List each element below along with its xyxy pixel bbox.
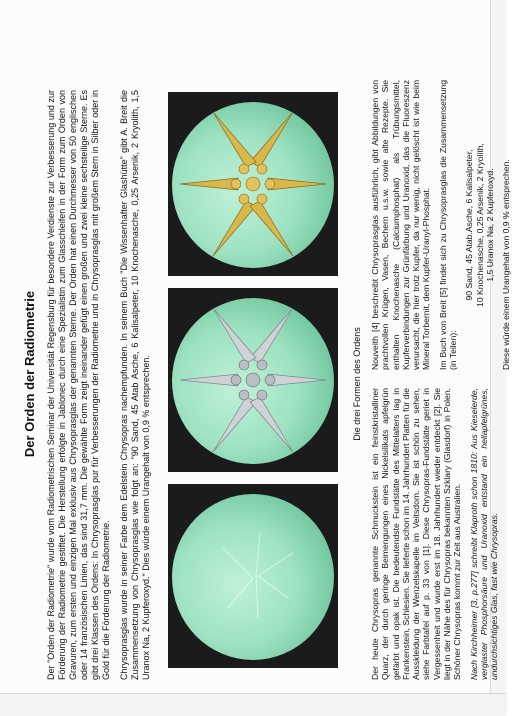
body-columns <box>370 68 512 680</box>
silver-star <box>168 288 338 472</box>
plain-star-engraving <box>168 484 338 668</box>
order-photos <box>168 78 348 668</box>
body-paragraph: Im Buch von Breit [5] findet sich zu Chrysoprasglas die Zusammensetzung (in Teilen): <box>437 80 459 370</box>
intro-paragraph: Chrysoprasglas wurde in seiner Farbe dem Edelstein Chrysopras nachempfunden. In seinem Buch "Die Wissenhafter Glashütte" gibt A. Breit die Zusammensetzung von Chrysoprasglas wie folgt an: "90 Sand, 45 Atab Asche, 6 Kalisalpeter, 10 Knochenasche, 0,25 Arsenik, 2 Kryolith, 1,5 Uranox Na, 2 Kupferoxyd." Dies würde einem Urangehalt von 0,9 % entsprechen. <box>119 90 151 680</box>
quote-paragraph: Nach Kirchheimer [3, p.277] schreibt Klaproth schon 1810: Aus Kieselerde, verglaster Phosphorsäure und Uranoxid entstand ein hellapfelgrünes, undurchsichtiges Glas, fast wie Chrysopras. <box>468 388 500 680</box>
gold-star <box>168 92 338 276</box>
recipe-block <box>464 80 495 370</box>
scan-bottom-edge <box>0 693 506 716</box>
document-title: Der Orden der Radiometrie <box>22 290 37 458</box>
photo-silver-order <box>168 288 338 472</box>
recipe-line: 1,5 Uranox Na, 2 Kupferoxyd. <box>484 168 495 282</box>
rotated-document <box>18 68 512 680</box>
left-column <box>370 388 506 680</box>
body-paragraph: Diese würde einem Urangehalt von 0,9 % entsprechen. <box>501 159 512 370</box>
recipe-line: 10 Knochenasche, 0,25 Arsenik, 2 Kryolith, <box>474 143 485 307</box>
photo-gold-order <box>168 92 338 276</box>
right-column <box>370 80 518 370</box>
photo-plain-order <box>168 484 338 668</box>
recipe-line: 90 Sand, 45 Atab.Asche, 6 Kalisalpeter, <box>464 149 475 301</box>
intro-paragraph: Der "Orden der Radiometrie" wurde vom Radiometrischen Seminar der Universität Regensburg für besondere Verdienste zur Verbesserung und zur Förderung der Radiometrie gestiftet. Die Herstellung erfolgte in Jablonec durch eine Spezialistin zum Glasschleifen in der Form zum Orden von Gravuren, zum ersten und einzigen Mal exklusiv aus Chrysoprasglas der genannten Sterne. Der Orden hat einen Durchmesser von 50 englischen oder 14 französischen Linien, das sind 31,7 mm. Die gewählte Form zeigt ineinander gefügt einen großen und zwei kleine sechsteilige Sterne. Es gibt drei Klassen des Ordens: In Chrysoprasglas pur für Verbesserungen der Radiometrie und in Chrysoprasglas mit großem Stern in Silber oder in Gold für die Förderung der Radiometrie. <box>46 90 111 680</box>
intro-text <box>46 90 156 680</box>
body-paragraph: Der heute Chrysopras genannte Schmuckstein ist ein feinstkristalliner Quarz, der durch geringe Beimengungen eines Nickelsilikats apfelgrün gefärbt und opak ist. Die bedeutendste Fundstätte des Mittelalters lag in Frankenstein, Schlesien. Sie lieferte schon im 14. Jahrhundert Platten für die Ausskleidung der Wenzelskapelle im Veitsdom. Sie ist schön zu sehen, siehe Farbtafel auf p. 33 von [1]. Diese Chrysopras-Fundstätte geriet in Vergessenheit und wurde erst im 18. Jahrhundert wieder entdeckt [2]. Sie liegt in der Nähe des für Chrysopras bekannten Szklary (Glasdorf) in Polen. Schöner Chrysopras kommt zur Zeit aus Australien. <box>370 388 463 680</box>
figure-caption: Die drei Formen des Ordens <box>352 327 362 441</box>
body-paragraph: Nouveith [4] beschreibt Chrysoprasglas ausführlich, gibt Abbildungen von prachtvollen Krügen, Vasen, Bechern u.s.w. sowie alte Rezepte. Sie enthalten Knochenasche (Calciumphosphat) als Trübungsmittel, Kupferverbindungen zur Grünfärbung und Uranoxid, das die Fluoreszenz verursacht, die hier trotz Kupfer, da nur wenig, nicht gelöscht ist wie beim Mineral Torbernit, dem Kupfer-Uranyl-Phosphat. <box>370 80 432 370</box>
